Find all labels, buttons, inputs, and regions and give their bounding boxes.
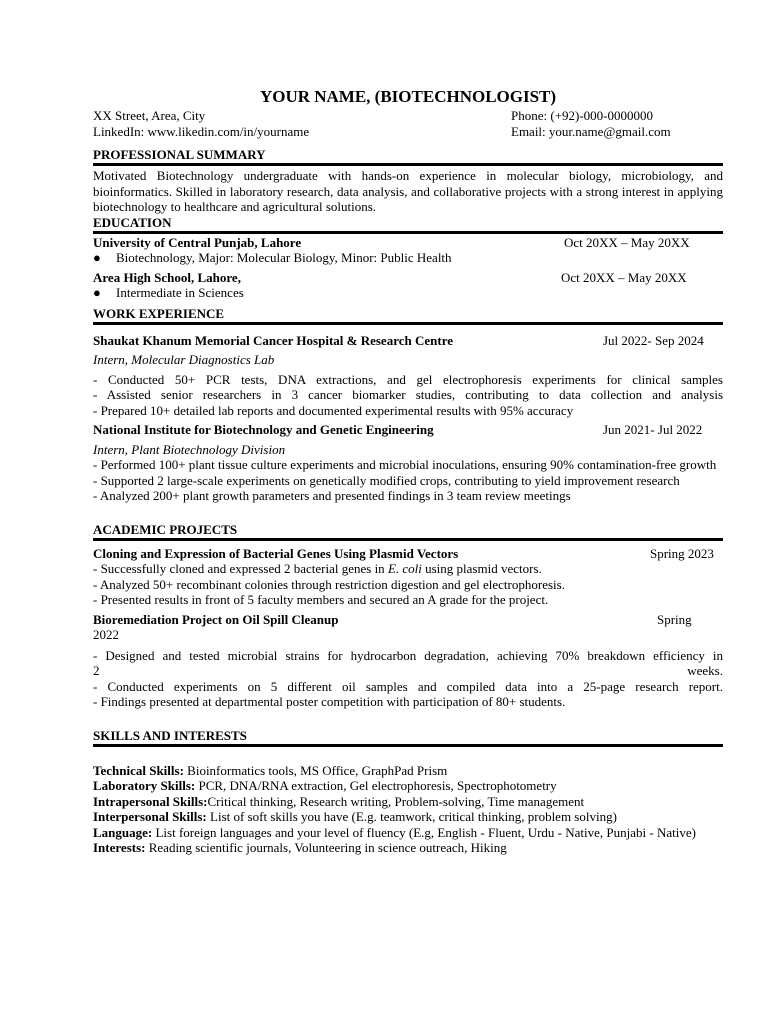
skill-line: Interpersonal Skills: List of soft skills you have (E.g. teamwork, critical thinking, problem solving)	[93, 809, 617, 824]
project-date: Spring 2023	[650, 545, 714, 561]
skill-line: Language: List foreign languages and your level of fluency (E.g, English - Fluent, Urdu - Native, Punjabi - Native)	[93, 824, 696, 840]
experience-org: Shaukat Khanum Memorial Cancer Hospital & Research Centre	[93, 332, 454, 348]
experience-dates: Jun 2021- Jul 2022	[603, 422, 703, 437]
experience-role: Intern, Plant Biotechnology Division	[93, 441, 286, 457]
section-title-projects: ACADEMIC PROJECTS	[93, 522, 723, 541]
contact-row-2	[93, 124, 723, 140]
education-school: Area High School, Lahore,	[93, 269, 241, 285]
experience-point: - Prepared 10+ detailed lab reports and documented experimental results with 95% accuracy	[93, 402, 574, 418]
section-title-summary: PROFESSIONAL SUMMARY	[93, 147, 723, 166]
education-detail	[93, 285, 723, 301]
bullet-icon: ●	[93, 250, 101, 265]
education-dates: Oct 20XX – May 20XX	[564, 234, 690, 250]
linkedin: LinkedIn: www.likedin.com/in/yourname	[93, 123, 310, 139]
experience-item	[93, 333, 723, 349]
summary-text: Motivated Biotechnology undergraduate with hands-on experience in molecular biology, microbiology, and bioinformatics. Skilled in laboratory research, data analysis, and collaborative projects with a strong interest in applying biotechnology to healthcare and agricultural solutions.	[93, 168, 723, 214]
project-name: Bioremediation Project on Oil Spill Cleanup	[93, 611, 339, 627]
education-detail-text: Intermediate in Sciences	[116, 285, 244, 300]
experience-org: National Institute for Biotechnology and Genetic Engineering	[93, 422, 434, 437]
project-point: - Designed and tested microbial strains for hydrocarbon degradation, achieving 70% breakdown efficiency in	[93, 647, 723, 663]
bullet-icon: ●	[93, 285, 101, 300]
experience-point: - Conducted 50+ PCR tests, DNA extractions, and gel electrophoresis experiments for clinical samples	[93, 371, 723, 387]
experience-role: Intern, Molecular Diagnostics Lab	[93, 352, 275, 367]
experience-dates: Jul 2022- Sep 2024	[603, 332, 704, 348]
skill-line: Intrapersonal Skills:Critical thinking, Research writing, Problem-solving, Time management	[93, 793, 585, 809]
education-school: University of Central Punjab, Lahore	[93, 234, 302, 250]
section-title-skills: SKILLS AND INTERESTS	[93, 728, 723, 747]
project-item	[93, 612, 723, 628]
project-point: - Conducted experiments on 5 different oil samples and compiled data into a 25-page research report.	[93, 678, 723, 694]
project-item	[93, 546, 723, 562]
project-date: Spring	[657, 611, 692, 627]
project-point: - Successfully cloned and expressed 2 bacterial genes in E. coli using plasmid vectors.	[93, 561, 542, 576]
address: XX Street, Area, City	[93, 108, 206, 123]
section-title-experience: WORK EXPERIENCE	[93, 306, 723, 325]
project-point: - Presented results in front of 5 faculty members and secured an A grade for the project.	[93, 592, 549, 607]
skill-line: Technical Skills: Bioinformatics tools, MS Office, GraphPad Prism	[93, 762, 448, 778]
education-item	[93, 270, 723, 286]
email: Email: your.name@gmail.com	[511, 123, 671, 139]
project-point-continuation: 2 weeks.	[93, 663, 723, 678]
experience-point: - Analyzed 200+ plant growth parameters and presented findings in 3 team review meetings	[93, 488, 571, 503]
project-point: - Findings presented at departmental poster competition with participation of 80+ students.	[93, 694, 566, 709]
skill-line: Interests: Reading scientific journals, Volunteering in science outreach, Hiking	[93, 840, 507, 855]
project-year: 2022	[93, 627, 119, 642]
experience-item	[93, 422, 723, 438]
experience-point: - Performed 100+ plant tissue culture experiments and microbial inoculations, ensuring 90% contamination-free growth	[93, 457, 717, 472]
education-item	[93, 235, 723, 251]
project-point: - Analyzed 50+ recombinant colonies through restriction digestion and gel electrophoresis.	[93, 576, 565, 592]
resume-page	[93, 86, 723, 856]
education-detail	[93, 250, 723, 266]
education-detail-text: Biotechnology, Major: Molecular Biology, Minor: Public Health	[116, 250, 452, 265]
skill-line: Laboratory Skills: PCR, DNA/RNA extraction, Gel electrophoresis, Spectrophotometry	[93, 778, 557, 793]
resume-name: YOUR NAME, (BIOTECHNOLOGIST)	[259, 87, 557, 106]
section-title-education: EDUCATION	[93, 215, 723, 234]
phone: Phone: (+92)-000-0000000	[511, 108, 654, 123]
project-name: Cloning and Expression of Bacterial Genes Using Plasmid Vectors	[93, 545, 459, 561]
education-dates: Oct 20XX – May 20XX	[561, 269, 687, 285]
experience-point: - Assisted senior researchers in 3 cancer biomarker studies, contributing to data collection and analysis	[93, 387, 723, 402]
experience-point: - Supported 2 large-scale experiments on genetically modified crops, contributing to yield improvement research	[93, 472, 680, 488]
contact-row-1	[93, 108, 723, 124]
